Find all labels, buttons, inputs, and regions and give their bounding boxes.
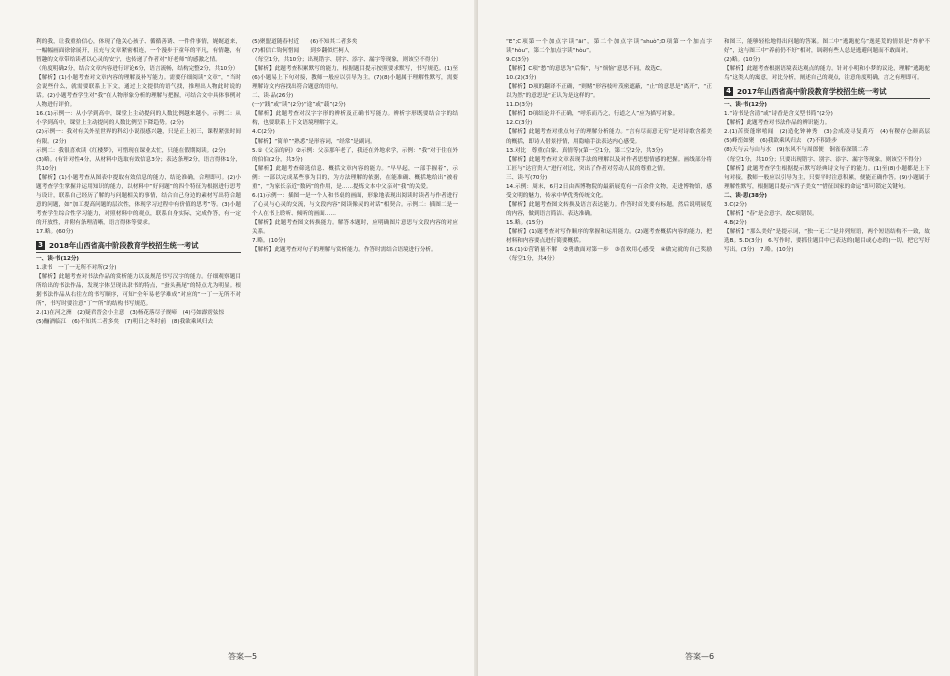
paragraph: 7.略。(10分) bbox=[252, 238, 286, 245]
paragraph: 【解析】此题考查对汉字字形的辨析及正确书写能力。辨析字形既要结合字的结构，也要联系上下文语境理解字义。 bbox=[252, 111, 458, 127]
paragraph: 4.C(2分) bbox=[252, 129, 275, 136]
page-footer: 答案—5 bbox=[228, 652, 258, 661]
paragraph: 三、读·写(70分) bbox=[506, 174, 548, 181]
paragraph: 【解析】D项结论并不正确，“呼乐而乃之，行道之人”应为描写对象。 bbox=[506, 111, 679, 118]
paragraph: 【解析】此题考查对书法作品的辨识能力。 bbox=[724, 120, 831, 127]
paragraph: 【解析】此题考查对文章表现手法的理解以及对作者思想情感的把握。画线部分将工匠与“达官贵人”进行对比，突出了作者对劳动人民的尊重之情。 bbox=[506, 156, 712, 172]
paragraph: 【解析】此题考查根据语境表达观点的能力。针对小明和小梦的议论，理解“逃跑驼鸟”这类人的寓意，对比分析，阐述自己的观点，注意角度明确，言之有理即可。 bbox=[724, 66, 930, 82]
paragraph: 11.D(3分) bbox=[506, 102, 533, 109]
paragraph: 1.隶书 一丁一无所不对所(2分) bbox=[36, 265, 117, 272]
paragraph: (5)聚盟道随春衬近 (6)不知其二者多矣 bbox=[252, 39, 358, 45]
paragraph: 10.(2)(3分) bbox=[506, 75, 537, 82]
paragraph: (8)天与云与山与水 (9)东风不与周郎便 铜雀春深锁二乔 bbox=[724, 147, 869, 154]
right-page bbox=[478, 0, 950, 676]
paragraph: 【解析】此题考查学生根据提示默写经典诗文句子的能力。(1)至(8)小题都是上下句对接，教师一般应以引导为主，只要平时注意积累，便能正确作答。(9)小题属于理解性默写，根据题目提示“西子美女”“惜征国家的命运”即可锁定关键句。 bbox=[724, 165, 930, 190]
paragraph: 【解析】C项“愁”的意思为“后悔”，与“烦恼”意思不同，故选C。 bbox=[506, 66, 666, 73]
paragraph: 17.略。(60分) bbox=[36, 228, 74, 235]
left-page-column-2 bbox=[252, 38, 458, 638]
paragraph: 【解析】D项的翻译不正确，“则赌”形容枝叶茂密遮蔽，“止”的意思是“离开”，“正以为然”的意思是“正认为是这样的”。 bbox=[506, 84, 712, 100]
paragraph: 5.①《父亲的码》②示例：父亲那年老了，我还在外地求学，示例：“我”对于住在外的伯伯(2分，共3分) bbox=[252, 147, 458, 163]
paragraph: 1.“诗书是含清”或“诗香是含义型书简”(2分) bbox=[724, 111, 833, 118]
paragraph: 利的我，让我重拾信心，体现了他关心孩子、循循善诱、一件件事情，娓娓道来，一幅幅画面徐徐展开，且充与文章紧密相连，一个漫步于童年的平凡，有情趣，有智趣的文章带给读者以心灵的安宁，也传递了作者对“好老师”的感激之情。 bbox=[36, 39, 241, 64]
paragraph: 9.C(3分) bbox=[506, 57, 529, 64]
paragraph: 【解析】(1)小题考查从图表中提取有效信息的能力，结论准确，合理即可。(2)小题考查学生掌握并运用知识的能力，以材料中“好问题”的四个特征为根据进行思考与设计，联系自己经历了解的与问题相关的事情，结合自己身边的素材写出符合题意的问题，如“加工提高问题的层次性，体现学习过程中有价值的思考”等。(3)小题考查学生综合性学习能力，对照材料中的观点，联系自身实际，完成作答，有一定的开放性，并附有条理清晰，语言得体等要求。 bbox=[36, 174, 241, 226]
paragraph: 15.略。(15分) bbox=[506, 219, 544, 226]
paragraph: 示例二：我很喜欢读《红楼梦》，可惜现在课业太忙，只能在假期阅读。(2分) bbox=[36, 147, 226, 154]
right-page-column-2 bbox=[724, 38, 936, 638]
paragraph: 【解析】此题考查图文转换及语言表达能力。作答时首先要有标题，然后说明展览的内容，做到语言简洁、表达准确。 bbox=[506, 201, 712, 217]
section-title: 2018年山西省高中阶段教育学校招生统一考试 bbox=[49, 241, 199, 251]
paragraph: （每空1分，共10分；只要出现错字、别字、添字、漏字等现象，则该空不得分） bbox=[724, 156, 925, 163]
paragraph: 【解析】此题考查对句子的理解与赏析能力。作答时需结合语境进行分析。 bbox=[252, 247, 437, 254]
paragraph: 6.(1)示例一：插图一是一个人和书桌的画面，形象地表现出阅读时读者与作者进行了心灵与心灵的交流，与文段内容“阅读像灵的对话”相契合。示例二：插图二是一个人在书上聆听、倾听的画面…… bbox=[252, 192, 458, 217]
paragraph: 【解析】“那么美好”是提示词，“独一无二”是并列短语，两个短语结构不一致，故选B。5.D(3分) 6.写作时，要抓住题目中已表达的(题目或心态的)一切，把它写好写出。(3分) 7.略。(10分) bbox=[724, 228, 930, 253]
paragraph: (2)示例一：我对有关外星世界的科幻小说很感兴趣，只是正上初三，课程紧张时间有限。(2分) bbox=[36, 129, 241, 145]
paragraph: 2.(1)苦资蓬窜嘻闻 (2)造化钟神秀 (3)会成凌寻复黄巧 (4)有稷存仓颜高层 (5)峰峦如聚 (6)我欲乘风归去 (7)不积跬步 bbox=[724, 129, 936, 145]
paragraph: 和图三，能够轻松地得出问题的答案。图二中“逃跑驼鸟”逸延荒的情景是“炸驴不好”，这与图三中“养前仍不好”相对，讽刺有些人总是逃避问题而不敢面对。 bbox=[724, 39, 930, 55]
paragraph: (5)酾酒临江 (6)不知其二者多矣 (7)明日之冬时前 (8)我欲乘风归去 bbox=[36, 319, 214, 326]
section-number-badge: 4 bbox=[724, 87, 733, 96]
paragraph: 【解析】此题考查对重点句子的理解分析能力。“言有尽而意无穷”是对诗歌含蓄美的概括，即诗人借景抒情，用隐喻手法表达内心感受。 bbox=[506, 129, 712, 145]
subsection-heading: 一、读·书(12分) bbox=[724, 102, 767, 109]
paragraph: 4.B(2分) bbox=[724, 219, 747, 226]
subsection-heading: 一、读·书(12分) bbox=[36, 256, 79, 263]
paragraph: （每空1分，共10分；出现错字、别字、添字、漏字等现象，则该空不得分） bbox=[252, 57, 442, 64]
paragraph: 二、读·品(26分) bbox=[252, 93, 294, 100]
paragraph: 16.(1)①营销量不解 ②勇敢面对第一步 ③喜欢用心感受 ④做完就的自己奖励（每空1分，共4分） bbox=[506, 247, 712, 263]
paragraph: (一)“践”或“读”(2分)“途”或“载”(2分) bbox=[252, 102, 346, 109]
paragraph: 【解析】(1)题考查对写作顺序的掌握和运用能力。(2)题考查概括内容的能力，把材料和内容要点进行简要概括。 bbox=[506, 228, 712, 245]
paragraph: 2.(1)在河之洲 (2)疑君晋会小主意 (3)杨花落尽子规啼 (4)弓如霹雳弦惊 bbox=[36, 310, 225, 317]
paragraph: 【解析】(1)小题考查对文章内容的理解及补写能力。需要仔细阅读“文章”，“当时会说些什么，就需要联系上下文，通过上文提供的语气找，推理出人物此时说的话。(2)小题考查学生对“我”在人物形象分析的理解与把握，可结合文中具体事例对人物进行评价。 bbox=[36, 75, 241, 109]
paragraph: “E”;C项第一个加点字读“āi”，第二个加点字读“shuò”;D项第一个加点字读“hòu”，第二个加点字读“hòu”。 bbox=[506, 39, 712, 55]
section-divider bbox=[724, 98, 930, 99]
subsection-heading: 二、读·思(38分) bbox=[724, 192, 767, 199]
paragraph: （角度明确2分，结合文章内容进行评论6分，语言流畅，结构完整2分，共10分） bbox=[36, 66, 239, 73]
right-page-column-1 bbox=[506, 38, 712, 638]
paragraph: (7)相信亡钩何惜闻 到乡翻似烂柯人 bbox=[252, 48, 350, 55]
paragraph: 13.对比 尊重(白象、真情等)(第一空1分，第二空2分，共3分) bbox=[506, 147, 663, 154]
section-heading bbox=[724, 86, 930, 97]
paragraph: 【解析】此题考查积累默写的能力，根据题目提示按照要求默写，书写规范。(1)至(6)小题易上下句对接，教师一般应以引导为主。(7)(8)小题属于理解性默写，需要理解诗文内容找出符合题意的语句。 bbox=[252, 66, 458, 91]
paragraph: (3)略。(有针对性4分，从材料中选取有效信息3分；表达条理2分，语言得体1分，共10分) bbox=[36, 156, 241, 172]
left-page-column-1 bbox=[36, 38, 241, 638]
paragraph: 【解析】此题考查筛选信息、概括文章内容的能力。“早早起，一部手握着”，示例：一部以完成某些事为目的，为方法理解的依据，在能准确、概括地给出“被看重”，“为家长亲近“数码”的作用，是……提炼文本中父亲对“我”的关爱。 bbox=[252, 165, 458, 190]
page-footer: 答案—6 bbox=[685, 652, 715, 661]
paragraph: 【解析】此题考查图文转换能力。解答本题时，应明确图片意思与文段内容的对应关系。 bbox=[252, 219, 458, 235]
paragraph: 【解析】此题考查对书法作品的赏析能力以及规范书写汉字的能力。仔细观察题目所给出的书法作品，发现字体呈现出隶书的特点，“蚕头燕尾”的特点尤为明显。根据书法作品从右往左的书写顺序，可知“全年易老学难成”对应的“一丁一无所不对所”，书写时要注意“丁”“所”的结构书写规范。 bbox=[36, 274, 241, 308]
paragraph: 【解析】“春”是会意字，故C项错误。 bbox=[724, 210, 818, 217]
paragraph: 【解析】“简单”“熟悉”是形容词，“经常”是副词。 bbox=[252, 138, 376, 145]
paragraph: 16.(1)示例一：从小学到高中，课堂上主动提问的人数比例越来越小。示例二：从小学到高中，课堂上主动提问的人数比例呈下降趋势。(2分) bbox=[36, 111, 241, 127]
section-number-badge: 3 bbox=[36, 241, 45, 250]
section-divider bbox=[36, 252, 241, 253]
paragraph: 12.C(3分) bbox=[506, 120, 533, 127]
paragraph: (2)略。(10分) bbox=[724, 57, 761, 64]
section-heading bbox=[36, 240, 241, 251]
paragraph: 3.C(2分) bbox=[724, 201, 747, 208]
section-title: 2017年山西省高中阶段教育学校招生统一考试 bbox=[737, 87, 887, 97]
paragraph: 14.示例：周末，6月2日由西博物院的最新展览有一百余件文物，走进博物馆，感受文明的魅力，传承中华优秀传统文化。 bbox=[506, 183, 712, 199]
